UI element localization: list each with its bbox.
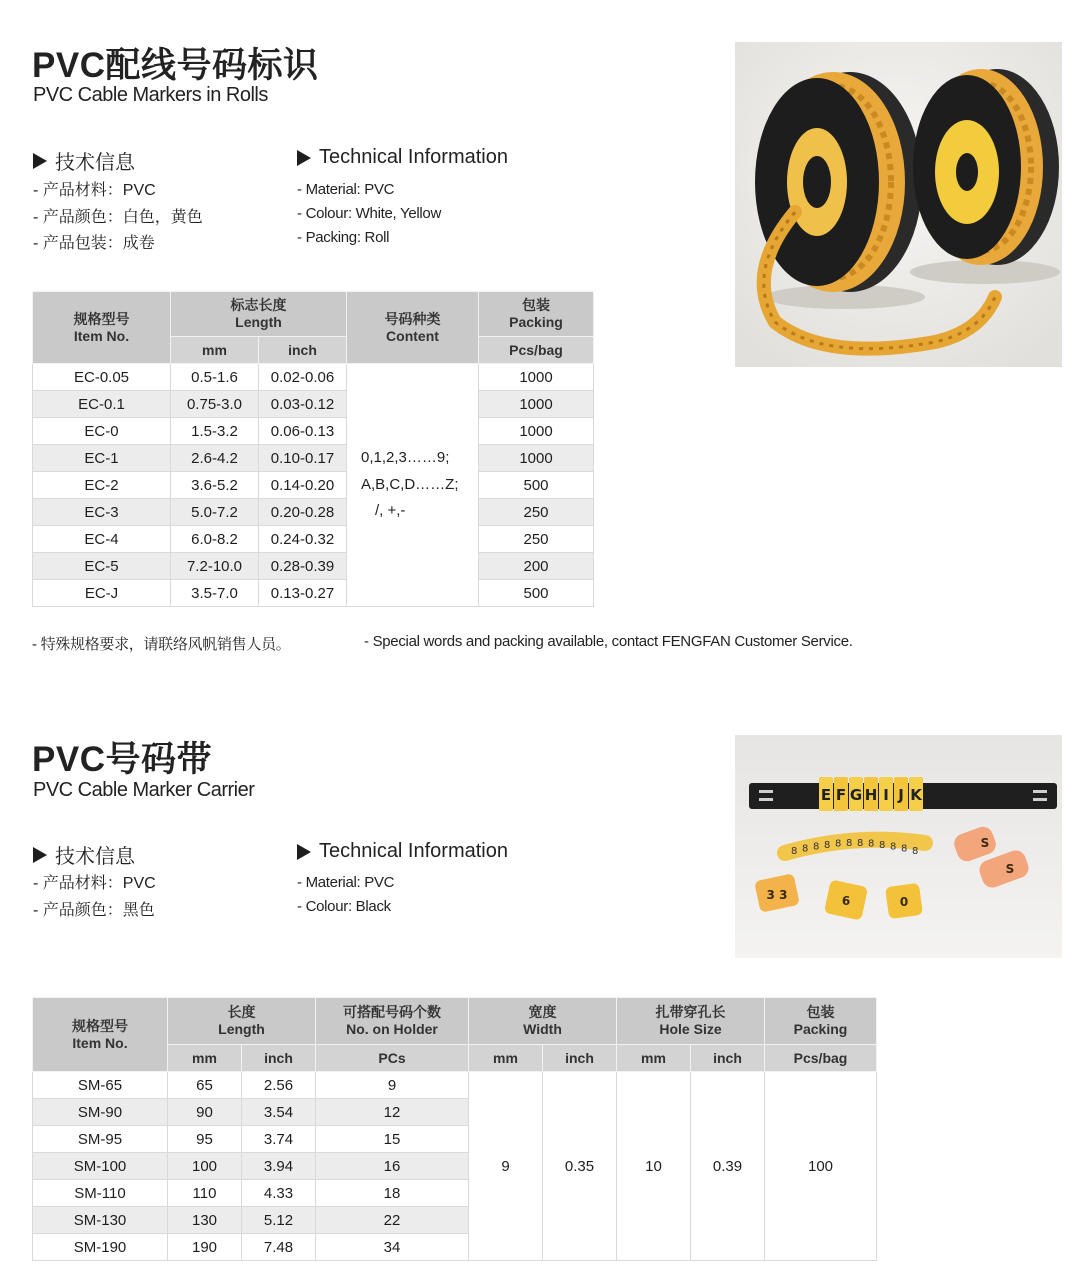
section1-tech-list-en bbox=[297, 178, 441, 250]
loose-marker-label: 0 bbox=[899, 895, 909, 909]
marker-letter: E bbox=[820, 786, 832, 804]
header-length: 标志长度 Length bbox=[171, 292, 347, 337]
marker-letter: H bbox=[864, 786, 878, 804]
cell-inch: 0.24-0.32 bbox=[259, 526, 347, 553]
tech-line: - 产品材料：PVC bbox=[33, 182, 156, 199]
cell-pcs: 9 bbox=[316, 1072, 469, 1099]
header-unit-pcs-bag: Pcs/bag bbox=[765, 1045, 877, 1072]
cell-inch: 0.13-0.27 bbox=[259, 580, 347, 607]
section1-title-cn: PVC配线号码标识 bbox=[32, 46, 319, 85]
strip-digit: 8 bbox=[890, 841, 897, 853]
tech-line: - 产品材料：PVC bbox=[33, 875, 156, 892]
cell-item: EC-4 bbox=[33, 526, 171, 553]
strip-digit: 8 bbox=[857, 838, 864, 850]
strip-digit: 8 bbox=[868, 838, 875, 850]
marker-letter: F bbox=[835, 786, 847, 804]
tech-line: - 产品包装：成卷 bbox=[33, 235, 155, 252]
cell-mm: 2.6-4.2 bbox=[171, 445, 259, 472]
header-unit-mm: mm bbox=[171, 337, 259, 364]
cell-hole-inch: 0.39 bbox=[691, 1072, 765, 1261]
cell-item: EC-2 bbox=[33, 472, 171, 499]
table-row bbox=[33, 418, 594, 445]
loose-marker-label: 6 bbox=[841, 894, 851, 908]
header-unit-inch: inch bbox=[691, 1045, 765, 1072]
cell-pcs: 34 bbox=[316, 1234, 469, 1261]
section1-note-cn: - 特殊规格要求，请联络风帆销售人员。 bbox=[32, 636, 291, 653]
header-width: 宽度 Width bbox=[469, 998, 617, 1045]
strip-digit: 8 bbox=[912, 846, 919, 857]
header-no-on-holder: 可搭配号码个数 No. on Holder bbox=[316, 998, 469, 1045]
tech-line: - Colour: Black bbox=[297, 898, 391, 915]
table-row bbox=[33, 580, 594, 607]
header-packing: 包装 Packing bbox=[479, 292, 594, 337]
table-row bbox=[33, 1072, 877, 1099]
tech-heading-label: Technical Information bbox=[319, 840, 508, 862]
cell-packing: 250 bbox=[479, 526, 594, 553]
strip-digit: 8 bbox=[846, 838, 853, 850]
section1-note-en: - Special words and packing available, contact FENGFAN Customer Service. bbox=[364, 633, 853, 650]
marker-letter: G bbox=[849, 786, 863, 804]
cell-item: EC-J bbox=[33, 580, 171, 607]
cell-inch: 3.74 bbox=[242, 1126, 316, 1153]
cell-packing: 100 bbox=[765, 1072, 877, 1261]
triangle-bullet-icon bbox=[297, 150, 311, 166]
header-unit-mm: mm bbox=[617, 1045, 691, 1072]
cell-item: SM-90 bbox=[33, 1099, 168, 1126]
section1-tech-heading-cn bbox=[33, 146, 135, 175]
cell-mm: 130 bbox=[168, 1207, 242, 1234]
strip-digit: 8 bbox=[824, 839, 831, 851]
cell-mm: 0.75-3.0 bbox=[171, 391, 259, 418]
strip-digit: 8 bbox=[879, 839, 886, 851]
section1-title-en: PVC Cable Markers in Rolls bbox=[33, 84, 268, 106]
cell-inch: 5.12 bbox=[242, 1207, 316, 1234]
tech-heading-label: 技术信息 bbox=[55, 846, 135, 868]
cell-item: SM-100 bbox=[33, 1153, 168, 1180]
cell-pcs: 16 bbox=[316, 1153, 469, 1180]
tech-line: - Packing: Roll bbox=[297, 229, 390, 246]
cell-width-inch: 0.35 bbox=[543, 1072, 617, 1261]
section2-tech-heading-en bbox=[297, 840, 508, 863]
cell-mm: 0.5-1.6 bbox=[171, 364, 259, 391]
cell-inch: 2.56 bbox=[242, 1072, 316, 1099]
header-item-no: 规格型号 Item No. bbox=[33, 998, 168, 1072]
cell-mm: 7.2-10.0 bbox=[171, 553, 259, 580]
cell-mm: 90 bbox=[168, 1099, 242, 1126]
table-row bbox=[33, 472, 594, 499]
tech-line: - 产品颜色：白色，黄色 bbox=[33, 208, 203, 226]
cell-hole-mm: 10 bbox=[617, 1072, 691, 1261]
cell-item: SM-130 bbox=[33, 1207, 168, 1234]
cell-item: EC-5 bbox=[33, 553, 171, 580]
cell-mm: 65 bbox=[168, 1072, 242, 1099]
table-row bbox=[33, 391, 594, 418]
strip-digit: 8 bbox=[802, 843, 809, 855]
header-unit-pcs-bag: Pcs/bag bbox=[479, 337, 594, 364]
cell-inch: 0.06-0.13 bbox=[259, 418, 347, 445]
cell-mm: 3.6-5.2 bbox=[171, 472, 259, 499]
cell-mm: 190 bbox=[168, 1234, 242, 1261]
triangle-bullet-icon bbox=[33, 847, 47, 863]
section1-tech-heading-en bbox=[297, 146, 508, 169]
header-packing: 包装 Packing bbox=[765, 998, 877, 1045]
cell-item: SM-65 bbox=[33, 1072, 168, 1099]
cell-item: SM-110 bbox=[33, 1180, 168, 1207]
header-unit-mm: mm bbox=[168, 1045, 242, 1072]
cable-markers-table bbox=[32, 291, 594, 607]
cell-packing: 200 bbox=[479, 553, 594, 580]
cell-mm: 95 bbox=[168, 1126, 242, 1153]
header-hole-size: 扎带穿孔长 Hole Size bbox=[617, 998, 765, 1045]
section2-tech-list-en bbox=[297, 871, 394, 919]
loose-marker-label: S bbox=[980, 836, 990, 850]
cell-inch: 4.33 bbox=[242, 1180, 316, 1207]
loose-marker-label: S bbox=[1005, 862, 1015, 876]
cell-content: 0,1,2,3……9; A,B,C,D……Z; /, +,- bbox=[347, 364, 479, 607]
header-unit-inch: inch bbox=[543, 1045, 617, 1072]
cell-inch: 0.10-0.17 bbox=[259, 445, 347, 472]
cell-item: SM-95 bbox=[33, 1126, 168, 1153]
cell-inch: 0.28-0.39 bbox=[259, 553, 347, 580]
cell-packing: 500 bbox=[479, 472, 594, 499]
cell-packing: 1000 bbox=[479, 364, 594, 391]
cell-inch: 3.94 bbox=[242, 1153, 316, 1180]
cell-item: EC-0.1 bbox=[33, 391, 171, 418]
header-item-no: 规格型号 Item No. bbox=[33, 292, 171, 364]
carrier-letter-markers bbox=[819, 777, 923, 811]
cell-inch: 0.03-0.12 bbox=[259, 391, 347, 418]
cell-inch: 0.02-0.06 bbox=[259, 364, 347, 391]
strip-digit: 8 bbox=[791, 846, 798, 857]
strip-digit: 8 bbox=[901, 843, 908, 855]
tech-line: - 产品颜色：黑色 bbox=[33, 901, 155, 919]
tech-line: - Colour: White, Yellow bbox=[297, 205, 442, 222]
section2-title-cn: PVC号码带 bbox=[32, 740, 212, 779]
loose-marker-label: 3 3 bbox=[766, 888, 788, 902]
cell-pcs: 12 bbox=[316, 1099, 469, 1126]
cell-inch: 0.20-0.28 bbox=[259, 499, 347, 526]
table-row bbox=[33, 553, 594, 580]
cell-inch: 7.48 bbox=[242, 1234, 316, 1261]
cell-packing: 500 bbox=[479, 580, 594, 607]
tech-heading-label: 技术信息 bbox=[55, 152, 135, 174]
section2-title-en: PVC Cable Marker Carrier bbox=[33, 779, 255, 801]
triangle-bullet-icon bbox=[297, 844, 311, 860]
cell-pcs: 15 bbox=[316, 1126, 469, 1153]
cell-inch: 0.14-0.20 bbox=[259, 472, 347, 499]
table-row bbox=[33, 364, 594, 391]
cell-item: EC-0 bbox=[33, 418, 171, 445]
section2-tech-heading-cn bbox=[33, 840, 135, 869]
header-length: 长度 Length bbox=[168, 998, 316, 1045]
section1-tech-list-cn bbox=[33, 178, 203, 258]
cell-mm: 6.0-8.2 bbox=[171, 526, 259, 553]
cell-item: SM-190 bbox=[33, 1234, 168, 1261]
header-unit-mm: mm bbox=[469, 1045, 543, 1072]
table-row bbox=[33, 526, 594, 553]
header-unit-pcs: PCs bbox=[316, 1045, 469, 1072]
tech-line: - Material: PVC bbox=[297, 874, 395, 891]
header-content: 号码种类 Content bbox=[347, 292, 479, 364]
strip-digit: 8 bbox=[835, 838, 842, 850]
cell-pcs: 22 bbox=[316, 1207, 469, 1234]
cell-pcs: 18 bbox=[316, 1180, 469, 1207]
strip-digit: 8 bbox=[813, 841, 820, 853]
cell-packing: 1000 bbox=[479, 445, 594, 472]
cell-inch: 3.54 bbox=[242, 1099, 316, 1126]
cell-mm: 100 bbox=[168, 1153, 242, 1180]
cell-mm: 110 bbox=[168, 1180, 242, 1207]
cell-width-mm: 9 bbox=[469, 1072, 543, 1261]
cable-marker-rolls-photo bbox=[735, 42, 1062, 367]
tech-heading-label: Technical Information bbox=[319, 146, 508, 168]
marker-carrier-photo bbox=[735, 735, 1062, 958]
cell-packing: 250 bbox=[479, 499, 594, 526]
marker-carrier-table bbox=[32, 997, 877, 1261]
marker-letter: I bbox=[883, 786, 889, 804]
cell-mm: 1.5-3.2 bbox=[171, 418, 259, 445]
header-unit-inch: inch bbox=[259, 337, 347, 364]
cell-packing: 1000 bbox=[479, 418, 594, 445]
section2-tech-list-cn bbox=[33, 871, 156, 924]
table-row bbox=[33, 499, 594, 526]
tech-line: - Material: PVC bbox=[297, 181, 395, 198]
header-unit-inch: inch bbox=[242, 1045, 316, 1072]
marker-letter: J bbox=[898, 786, 904, 804]
cell-item: EC-0.05 bbox=[33, 364, 171, 391]
cell-item: EC-1 bbox=[33, 445, 171, 472]
marker-letter: K bbox=[910, 786, 922, 804]
cell-packing: 1000 bbox=[479, 391, 594, 418]
triangle-bullet-icon bbox=[33, 153, 47, 169]
cell-item: EC-3 bbox=[33, 499, 171, 526]
table-row bbox=[33, 445, 594, 472]
cell-mm: 5.0-7.2 bbox=[171, 499, 259, 526]
cell-mm: 3.5-7.0 bbox=[171, 580, 259, 607]
